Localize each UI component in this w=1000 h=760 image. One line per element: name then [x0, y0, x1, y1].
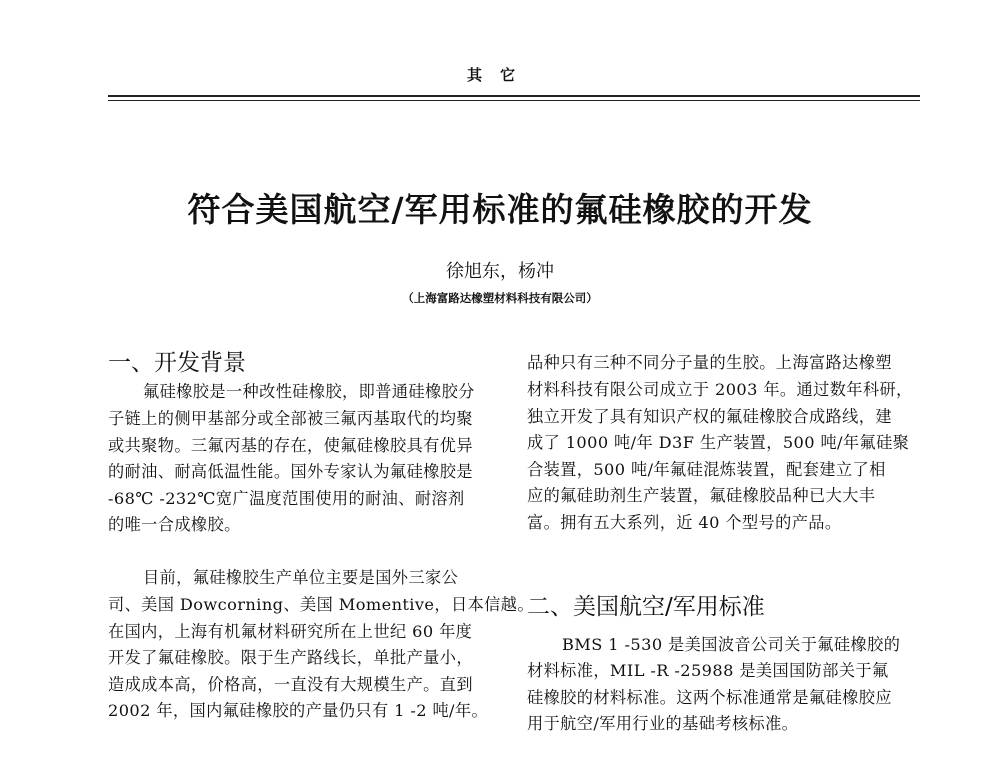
- section-heading: 二、美国航空/军用标准: [527, 594, 765, 620]
- body-line: 子链上的侧甲基部分或全部被三氟丙基取代的均聚: [108, 409, 473, 428]
- body-line: 的耐油、耐高低温性能。国外专家认为氟硅橡胶是: [108, 462, 473, 481]
- body-line: 材料标准，MIL -R -25988 是美国国防部关于氟: [527, 661, 889, 680]
- running-header: 其它: [466, 66, 533, 84]
- body-line: 或共聚物。三氟丙基的存在，使氟硅橡胶具有优异: [108, 436, 473, 455]
- body-line: 富。拥有五大系列，近 40 个型号的产品。: [527, 513, 842, 532]
- section-heading: 一、开发背景: [108, 350, 246, 376]
- body-line: 司、美国 Dowcorning、美国 Momentive，日本信越。: [108, 595, 534, 614]
- body-line: 成了 1000 吨/年 D3F 生产装置，500 吨/年氟硅聚: [527, 433, 910, 452]
- article-title: 符合美国航空/军用标准的氟硅橡胶的开发: [187, 190, 813, 229]
- body-line: 在国内，上海有机氟材料研究所在上世纪 60 年度: [108, 622, 473, 641]
- body-line: 独立开发了具有知识产权的氟硅橡胶合成路线，建: [527, 407, 892, 426]
- body-line: 用于航空/军用行业的基础考核标准。: [527, 714, 799, 733]
- body-line: 品种只有三种不同分子量的生胶。上海富路达橡塑: [527, 353, 892, 372]
- body-line: 2002 年，国内氟硅橡胶的产量仍只有 1 -2 吨/年。: [108, 701, 489, 720]
- body-line: 硅橡胶的材料标准。这两个标准通常是氟硅橡胶应: [527, 688, 892, 707]
- body-line: BMS 1 -530 是美国波音公司关于氟硅橡胶的: [562, 635, 901, 654]
- body-line: 开发了氟硅橡胶。限于生产路线长，单批产量小，: [108, 648, 473, 667]
- body-line: 氟硅橡胶是一种改性硅橡胶，即普通硅橡胶分: [143, 382, 475, 401]
- header-rule-bottom: [108, 100, 920, 101]
- header-rule-top: [108, 95, 920, 97]
- affiliation: （上海富路达橡塑材料科技有限公司）: [402, 291, 598, 305]
- authors: 徐旭东，杨冲: [446, 261, 554, 282]
- body-line: -68℃ -232℃宽广温度范围使用的耐油、耐溶剂: [108, 489, 465, 508]
- body-line: 应的氟硅助剂生产装置，氟硅橡胶品种已大大丰: [527, 486, 876, 505]
- body-line: 材料科技有限公司成立于 2003 年。通过数年科研，: [527, 380, 913, 399]
- body-line: 合装置，500 吨/年氟硅混炼装置，配套建立了相: [527, 460, 886, 479]
- body-line: 造成成本高，价格高，一直没有大规模生产。直到: [108, 675, 473, 694]
- body-line: 的唯一合成橡胶。: [108, 515, 241, 534]
- body-line: 目前，氟硅橡胶生产单位主要是国外三家公: [143, 568, 459, 587]
